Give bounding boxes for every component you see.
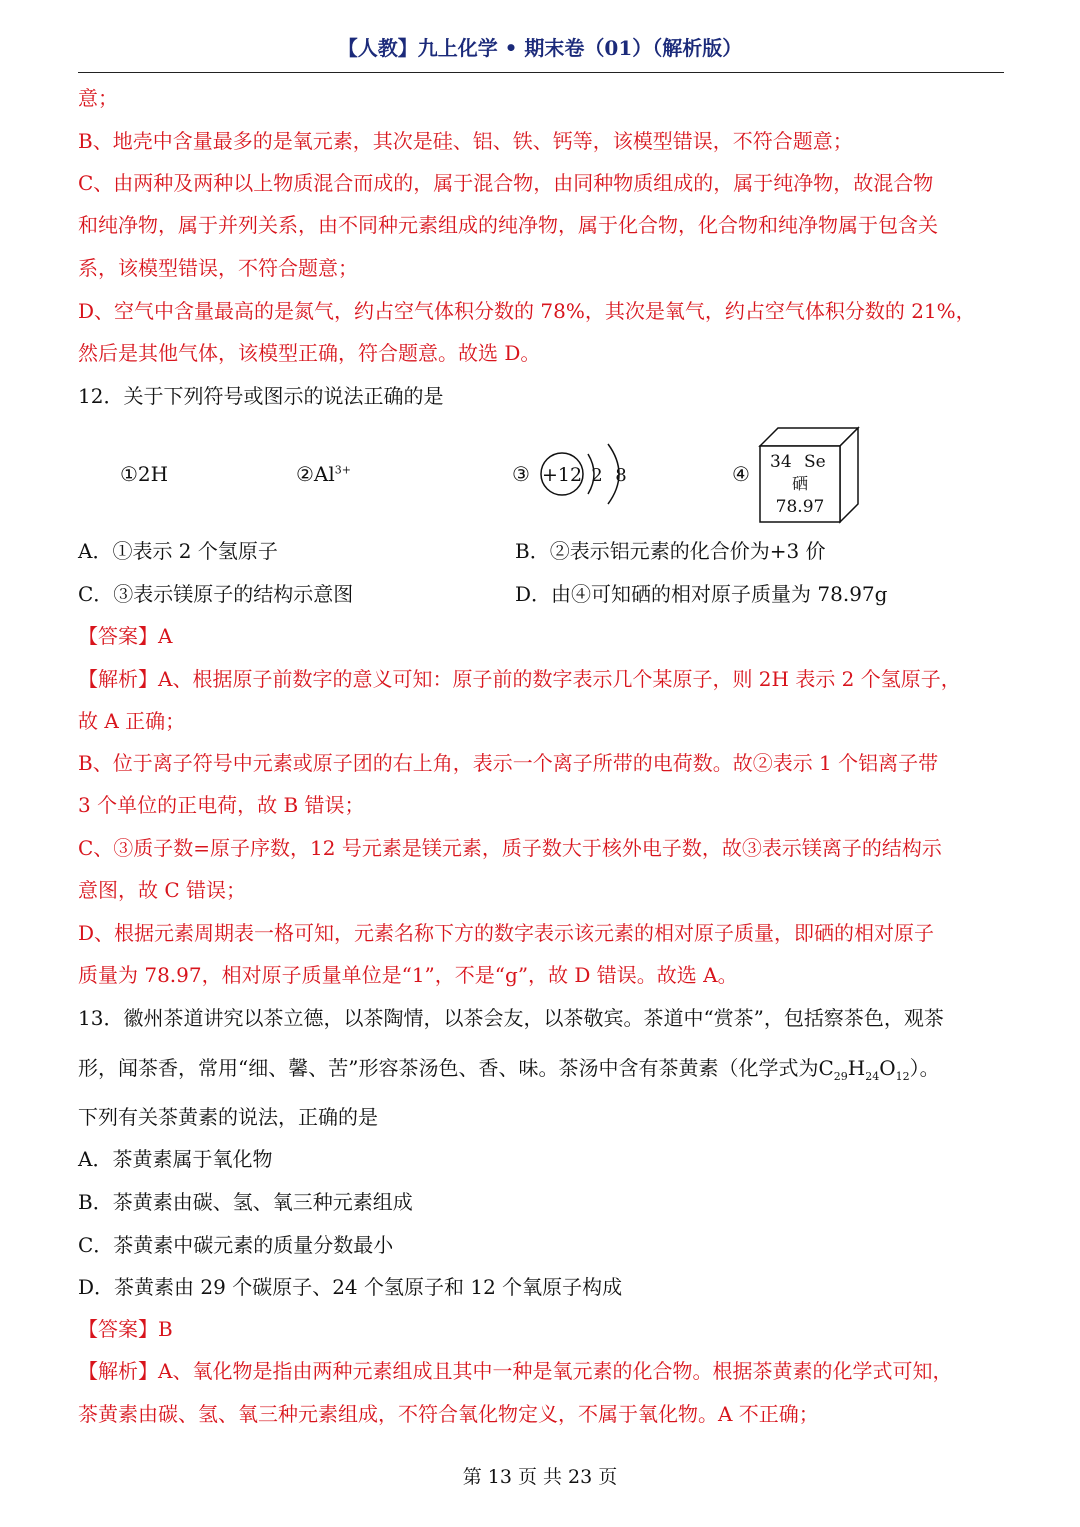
analysis-line: D、空气中含量最高的是氮气，约占空气体积分数的 78%，其次是氧气，约占空气体积分数的 21%， (78, 299, 976, 323)
formula-h-count: 24 (865, 1070, 880, 1083)
q12-analysis-line: B、位于离子符号中元素或原子团的右上角，表示一个离子所带的电荷数。故②表示 1 个铝离子带 (78, 751, 939, 775)
q12-stem: 12．关于下列符号或图示的说法正确的是 (78, 384, 444, 408)
q13-option-c: C．茶黄素中碳元素的质量分数最小 (78, 1233, 394, 1257)
q13-stem-end: ）。 (909, 1056, 940, 1080)
formula-o: O (879, 1056, 896, 1080)
chemical-formula (818, 1056, 910, 1083)
symbol-al-charge: 3+ (334, 463, 351, 477)
shell-1-electrons: 2 (591, 465, 603, 486)
q13-option-b: B．茶黄素由碳、氢、氧三种元素组成 (78, 1190, 413, 1214)
element-name: 硒 (791, 474, 809, 493)
q12-analysis-line: 意图，故 C 错误； (78, 878, 247, 902)
atomic-number: 34 (770, 452, 792, 472)
page-number: 第 13 页 共 23 页 (462, 1466, 618, 1488)
diagram-4-number: ④ (732, 462, 750, 486)
periodic-cell-diagram (756, 424, 862, 524)
q12-analysis-line: 3 个单位的正电荷，故 B 错误； (78, 793, 365, 817)
q12-option-a: A．①表示 2 个氢原子 (78, 539, 278, 563)
q13-analysis-line: 【解析】A、氧化物是指由两种元素组成且其中一种是氧元素的化合物。根据茶黄素的化学式可知， (78, 1359, 953, 1383)
analysis-line: 系，该模型错误，不符合题意； (78, 256, 358, 280)
analysis-line: C、由两种及两种以上物质混合而成的，属于混合物，由同种物质组成的，属于纯净物，故混合物 (78, 171, 934, 195)
diagram-3-number: ③ (512, 462, 530, 486)
atom-structure-diagram (530, 440, 640, 512)
q12-analysis-line: 故 A 正确； (78, 709, 186, 733)
q13-stem (78, 1054, 940, 1091)
q13-stem-text: 形，闻茶香，常用“细、馨、苦”形容茶汤色、香、味。茶汤中含有茶黄素（化学式为 (78, 1056, 819, 1080)
analysis-line: 和纯净物，属于并列关系，由不同种元素组成的纯净物，属于化合物，化合物和纯净物属于包含关 (78, 213, 938, 237)
analysis-line: 意； (78, 86, 118, 110)
header-rule (78, 72, 1004, 73)
nucleus-charge: +12 (541, 464, 583, 486)
q12-option-d: D．由④可知硒的相对原子质量为 78.97g (515, 582, 888, 606)
element-symbol: Se (804, 452, 826, 472)
q12-answer: 【答案】A (78, 624, 173, 648)
symbol-al-ion (296, 462, 351, 486)
q13-answer: 【答案】B (78, 1317, 173, 1341)
formula-c-count: 29 (833, 1070, 848, 1083)
symbol-2h: ①2H (120, 462, 169, 486)
q12-analysis-line: D、根据元素周期表一格可知，元素名称下方的数字表示该元素的相对原子质量，即硒的相对原子 (78, 921, 935, 945)
formula-c: C (818, 1056, 834, 1080)
q13-option-d: D．茶黄素由 29 个碳原子、24 个氢原子和 12 个氧原子构成 (78, 1275, 623, 1299)
q13-stem: 下列有关茶黄素的说法，正确的是 (78, 1105, 378, 1129)
formula-h: H (847, 1056, 866, 1080)
q13-analysis-line: 茶黄素由碳、氢、氧三种元素组成，不符合氧化物定义，不属于氧化物。A 不正确； (78, 1402, 819, 1426)
q13-option-a: A．茶黄素属于氧化物 (78, 1147, 273, 1171)
q13-stem: 13．徽州茶道讲究以茶立德，以茶陶情，以茶会友，以茶敬宾。茶道中“赏茶”，包括察茶色，观茶 (78, 1006, 944, 1030)
q12-analysis-line: 质量为 78.97，相对原子质量单位是“1”，不是“g”，故 D 错误。故选 A。 (78, 963, 738, 987)
formula-o-count: 12 (895, 1070, 910, 1083)
q12-option-c: C．③表示镁原子的结构示意图 (78, 582, 354, 606)
analysis-line: 然后是其他气体，该模型正确，符合题意。故选 D。 (78, 341, 541, 365)
symbol-al-text: ②Al (296, 462, 335, 486)
q12-analysis-line: 【解析】A、根据原子前数字的意义可知：原子前的数字表示几个某原子，则 2H 表示 2 个氢原子， (78, 667, 961, 691)
shell-2-electrons: 8 (615, 465, 627, 486)
atomic-mass: 78.97 (775, 497, 825, 517)
header-title: 【人教】九上化学 • 期末卷（01）（解析版） (337, 36, 743, 60)
q12-option-b: B．②表示铝元素的化合价为+3 价 (515, 539, 826, 563)
q12-analysis-line: C、③质子数=原子序数，12 号元素是镁元素，质子数大于核外电子数，故③表示镁离子的结构示 (78, 836, 942, 860)
analysis-line: B、地壳中含量最多的是氧元素，其次是硅、铝、铁、钙等，该模型错误，不符合题意； (78, 129, 853, 153)
